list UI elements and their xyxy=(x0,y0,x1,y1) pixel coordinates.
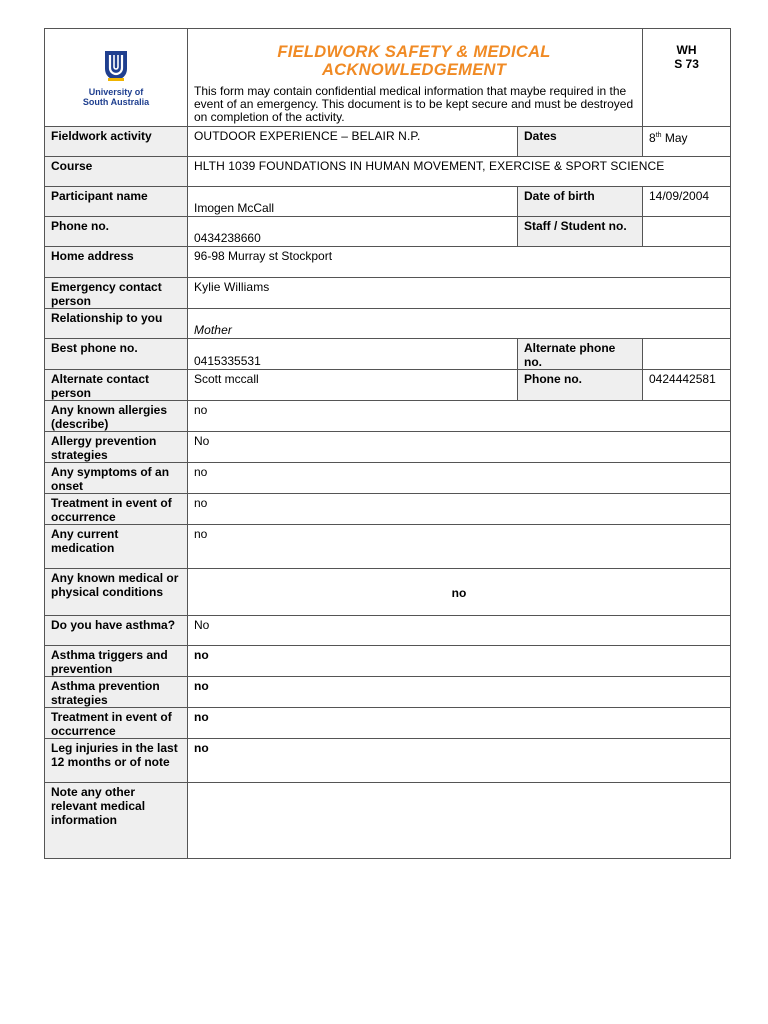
label-symptoms-onset: Any symptoms of an onset xyxy=(45,463,188,494)
form-code-line-2: S 73 xyxy=(674,57,699,71)
label-current-medication: Any current medication xyxy=(45,525,188,569)
label-medical-conditions: Any known medical or physical conditions xyxy=(45,569,188,616)
dates-day: 8 xyxy=(649,131,656,145)
label-dates: Dates xyxy=(518,127,643,157)
alternate-phone-field[interactable] xyxy=(643,339,731,370)
phone-no-field[interactable]: 0434238660 xyxy=(188,217,518,247)
home-address-field[interactable]: 96-98 Murray st Stockport xyxy=(188,247,731,278)
treatment-occurrence-field[interactable]: no xyxy=(188,494,731,525)
label-allergy-prevention: Allergy prevention strategies xyxy=(45,432,188,463)
label-alternate-contact: Alternate contact person xyxy=(45,370,188,401)
label-treatment-occurrence: Treatment in event of occurrence xyxy=(45,494,188,525)
label-course: Course xyxy=(45,157,188,187)
asthma-triggers-field[interactable]: no xyxy=(188,646,731,677)
label-leg-injuries: Leg injuries in the last 12 months or of note xyxy=(45,739,188,783)
logo-line-2: South Australia xyxy=(82,96,150,107)
symptoms-onset-field[interactable]: no xyxy=(188,463,731,494)
allergy-prevention-field[interactable]: No xyxy=(188,432,731,463)
asthma-prevention-field[interactable]: no xyxy=(188,677,731,708)
label-date-of-birth: Date of birth xyxy=(518,187,643,217)
fieldwork-form xyxy=(44,28,731,859)
label-alternate-phone: Alternate phone no. xyxy=(518,339,643,370)
university-logo xyxy=(45,49,187,107)
dates-field[interactable] xyxy=(643,127,731,157)
dates-month: May xyxy=(664,131,688,145)
label-asthma-prevention: Asthma prevention strategies xyxy=(45,677,188,708)
known-allergies-field[interactable]: no xyxy=(188,401,731,432)
confidentiality-notice: This form may contain confidential medical information that maybe required in the event of an emergency. This document is to be kept secure and must be destroyed on completion of the activity. xyxy=(194,84,634,124)
unisa-crest-icon xyxy=(103,49,129,83)
relationship-field[interactable]: Mother xyxy=(188,309,731,339)
logo-line-1: University of xyxy=(88,86,144,97)
form-code xyxy=(643,29,731,127)
label-best-phone: Best phone no. xyxy=(45,339,188,370)
participant-name-field[interactable]: Imogen McCall xyxy=(188,187,518,217)
label-asthma-treatment: Treatment in event of occurrence xyxy=(45,708,188,739)
current-medication-field[interactable]: no xyxy=(188,525,731,569)
label-alt-phone-no: Phone no. xyxy=(518,370,643,401)
label-known-allergies: Any known allergies (describe) xyxy=(45,401,188,432)
label-asthma: Do you have asthma? xyxy=(45,616,188,646)
medical-conditions-field[interactable]: no xyxy=(188,569,731,616)
label-emergency-contact: Emergency contact person xyxy=(45,278,188,309)
form-code-line-1: WH xyxy=(676,43,697,57)
title-cell xyxy=(188,29,643,127)
alternate-contact-field[interactable]: Scott mccall xyxy=(188,370,518,401)
course-field[interactable]: HLTH 1039 FOUNDATIONS IN HUMAN MOVEMENT, EXERCISE & SPORT SCIENCE xyxy=(188,157,731,187)
label-participant-name: Participant name xyxy=(45,187,188,217)
date-of-birth-field[interactable]: 14/09/2004 xyxy=(643,187,731,217)
emergency-contact-field[interactable]: Kylie Williams xyxy=(188,278,731,309)
logo-cell xyxy=(45,29,188,127)
label-fieldwork-activity: Fieldwork activity xyxy=(45,127,188,157)
best-phone-field[interactable]: 0415335531 xyxy=(188,339,518,370)
label-phone-no: Phone no. xyxy=(45,217,188,247)
label-other-medical: Note any other relevant medical information xyxy=(45,783,188,859)
alt-phone-no-field[interactable]: 0424442581 xyxy=(643,370,731,401)
dates-suffix: th xyxy=(655,132,662,139)
other-medical-field[interactable] xyxy=(188,783,731,859)
asthma-field[interactable]: No xyxy=(188,616,731,646)
fieldwork-activity-field[interactable]: OUTDOOR EXPERIENCE – BELAIR N.P. xyxy=(188,127,518,157)
label-asthma-triggers: Asthma triggers and prevention xyxy=(45,646,188,677)
staff-student-no-field[interactable] xyxy=(643,217,731,247)
form-title: FIELDWORK SAFETY & MEDICAL ACKNOWLEDGEMENT xyxy=(277,43,551,79)
leg-injuries-field[interactable]: no xyxy=(188,739,731,783)
label-relationship: Relationship to you xyxy=(45,309,188,339)
label-home-address: Home address xyxy=(45,247,188,278)
asthma-treatment-field[interactable]: no xyxy=(188,708,731,739)
label-staff-student-no: Staff / Student no. xyxy=(518,217,643,247)
